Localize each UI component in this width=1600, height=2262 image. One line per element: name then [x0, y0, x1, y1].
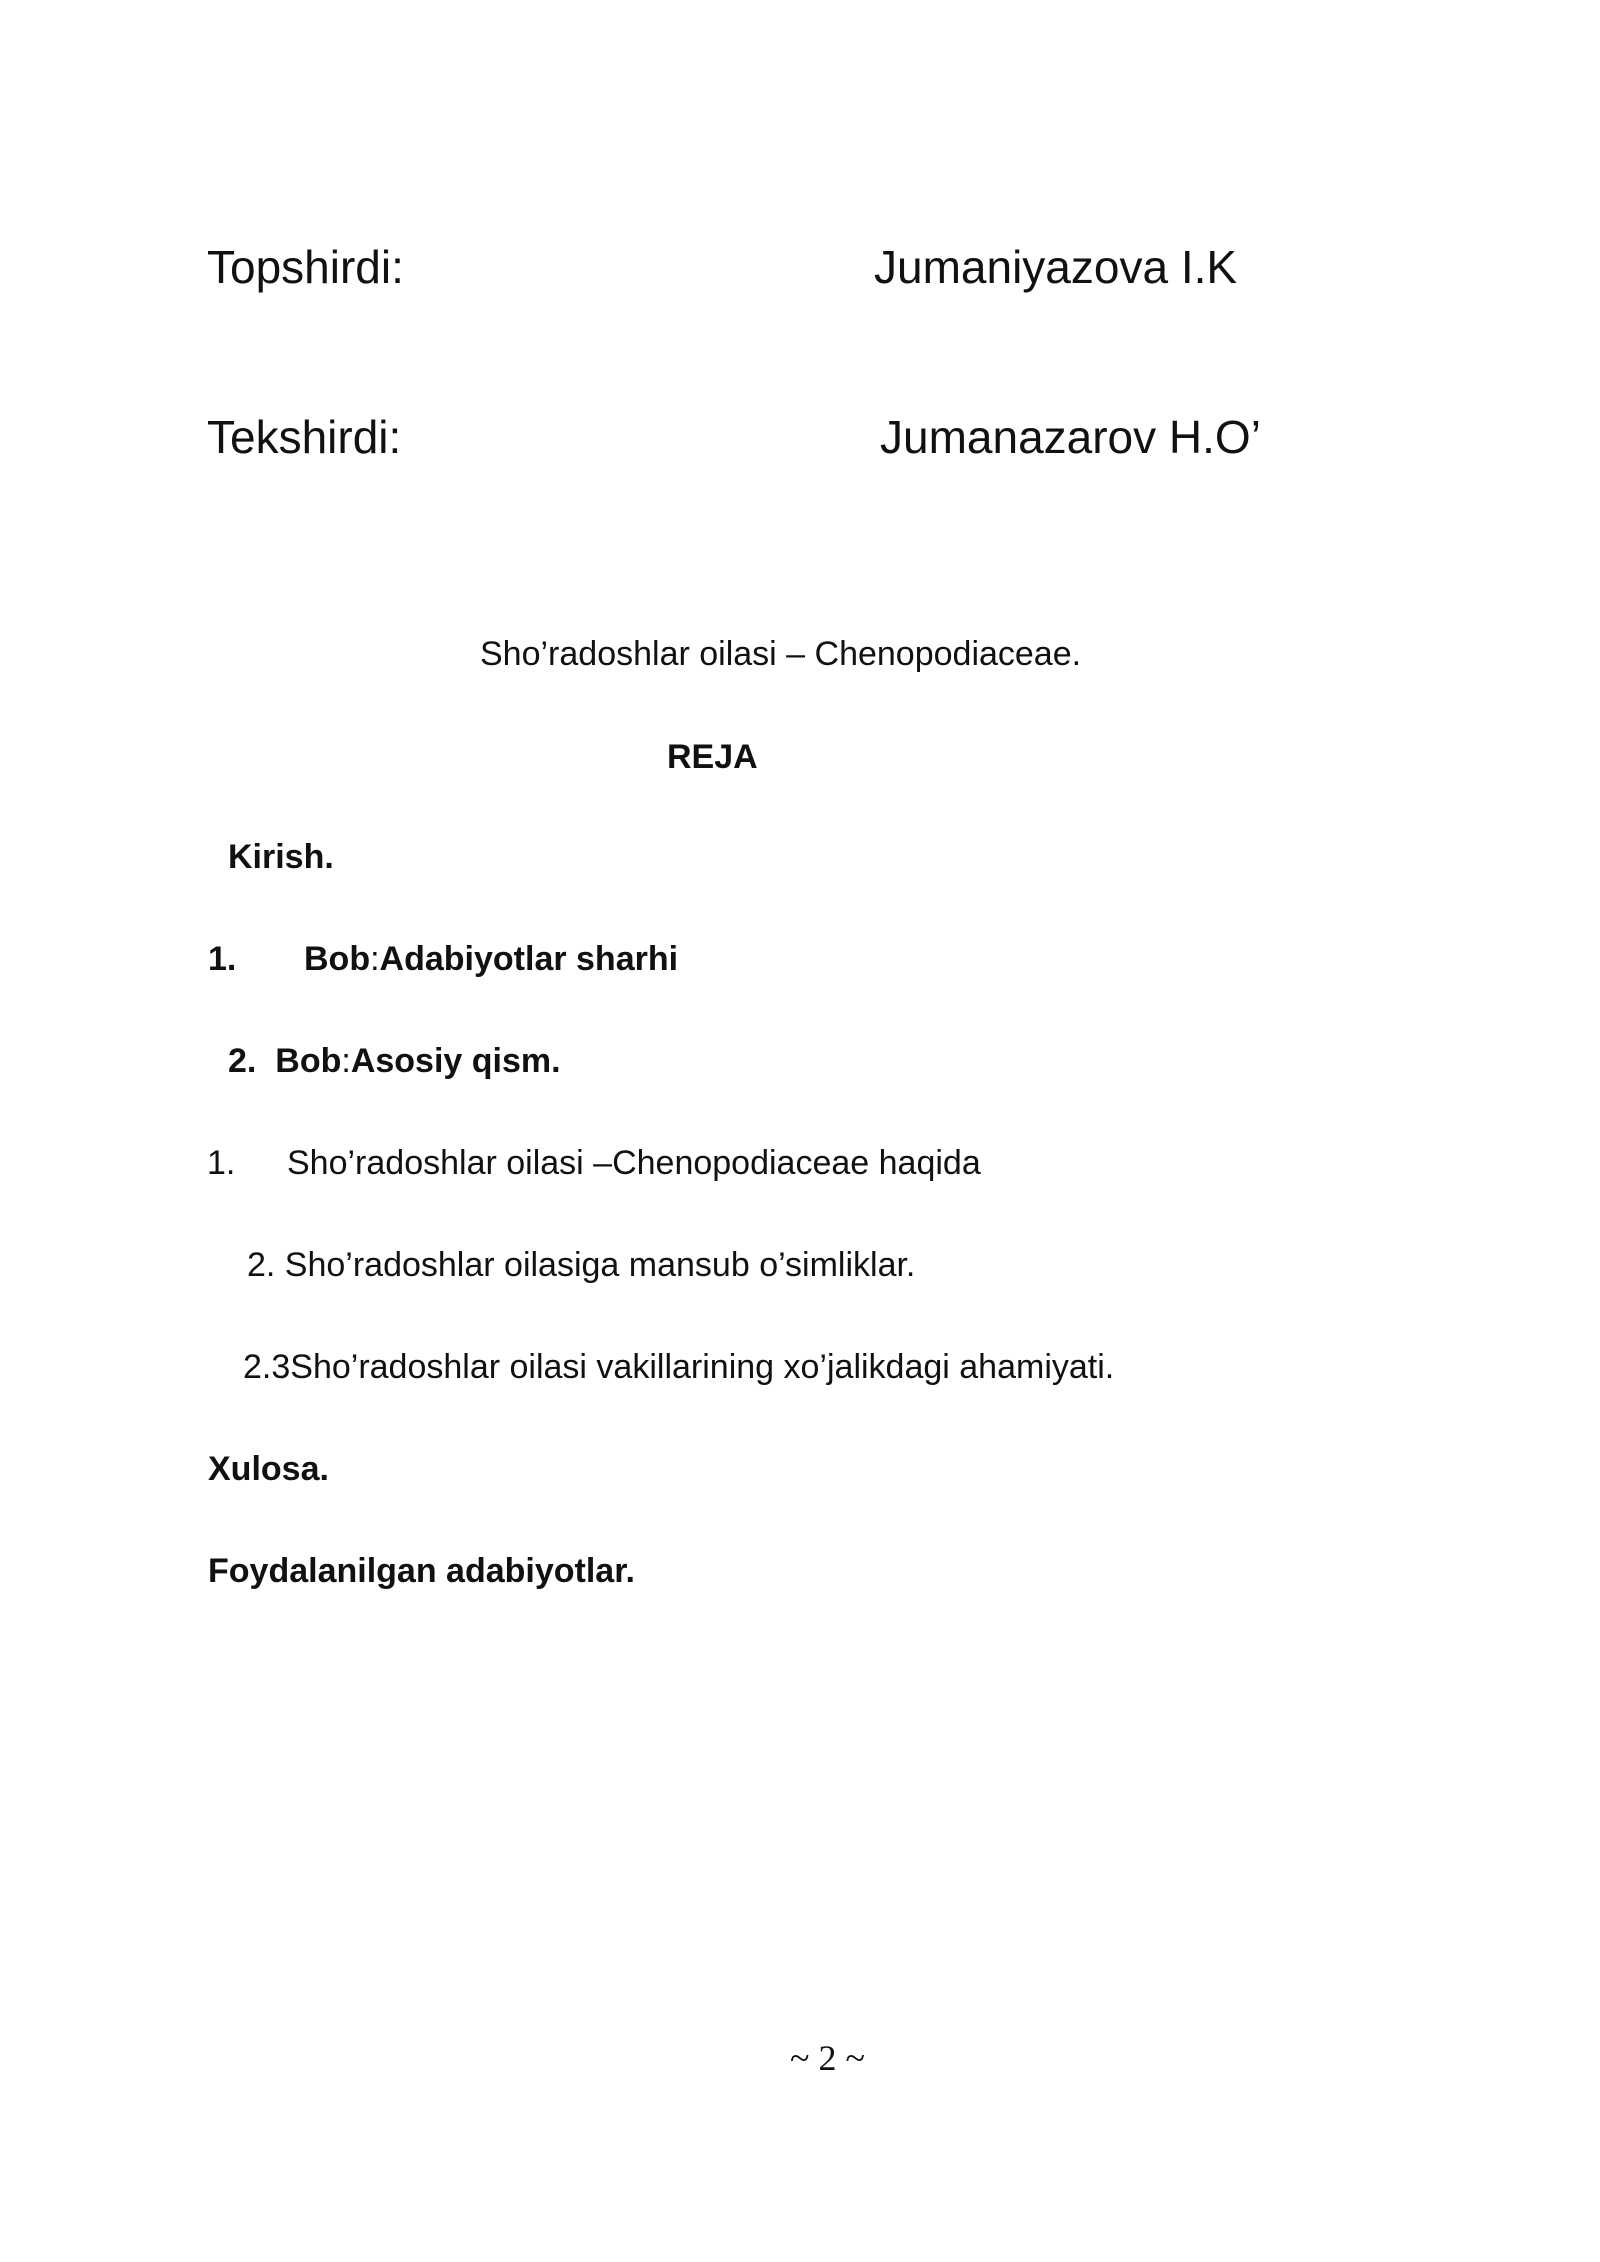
plan-chapter2-colon: : — [341, 1042, 351, 1080]
plan-chapter2-word: Bob — [275, 1042, 342, 1080]
document-title: Sho’radoshlar oilasi – Chenopodiaceae. — [480, 635, 1082, 673]
checked-by-label: Tekshirdi: — [207, 411, 402, 463]
plan-item3: 2.3Sho’radoshlar oilasi vakillarining xo’jalikdagi ahamiyati. — [243, 1348, 1115, 1386]
checked-by-name: Jumanazarov H.O’ — [880, 411, 1261, 463]
plan-item2: 2. Sho’radoshlar oilasiga mansub o’simliklar. — [247, 1246, 916, 1284]
submitted-by-label: Topshirdi: — [207, 241, 404, 293]
plan-chapter2 — [228, 1044, 561, 1078]
plan-chapter1-number: 1. — [208, 940, 237, 978]
plan-chapter1-word: Bob — [304, 940, 371, 978]
plan-chapter2-number: 2. — [228, 1042, 257, 1080]
submitted-by-name: Jumaniyazova I.K — [874, 241, 1238, 293]
plan-heading: REJA — [667, 738, 758, 776]
plan-chapter1 — [304, 942, 678, 976]
plan-references: Foydalanilgan adabiyotlar. — [208, 1552, 635, 1590]
plan-conclusion: Xulosa. — [208, 1450, 329, 1488]
plan-intro: Kirish. — [228, 838, 334, 876]
plan-chapter2-title: Asosiy qism. — [350, 1042, 561, 1080]
plan-item1-number: 1. — [207, 1144, 236, 1182]
plan-item1-text: Sho’radoshlar oilasi –Chenopodiaceae haqida — [287, 1144, 981, 1182]
plan-chapter1-colon: : — [370, 940, 380, 978]
page-number: ~ 2 ~ — [790, 2038, 865, 2078]
plan-chapter1-title: Adabiyotlar sharhi — [379, 940, 679, 978]
